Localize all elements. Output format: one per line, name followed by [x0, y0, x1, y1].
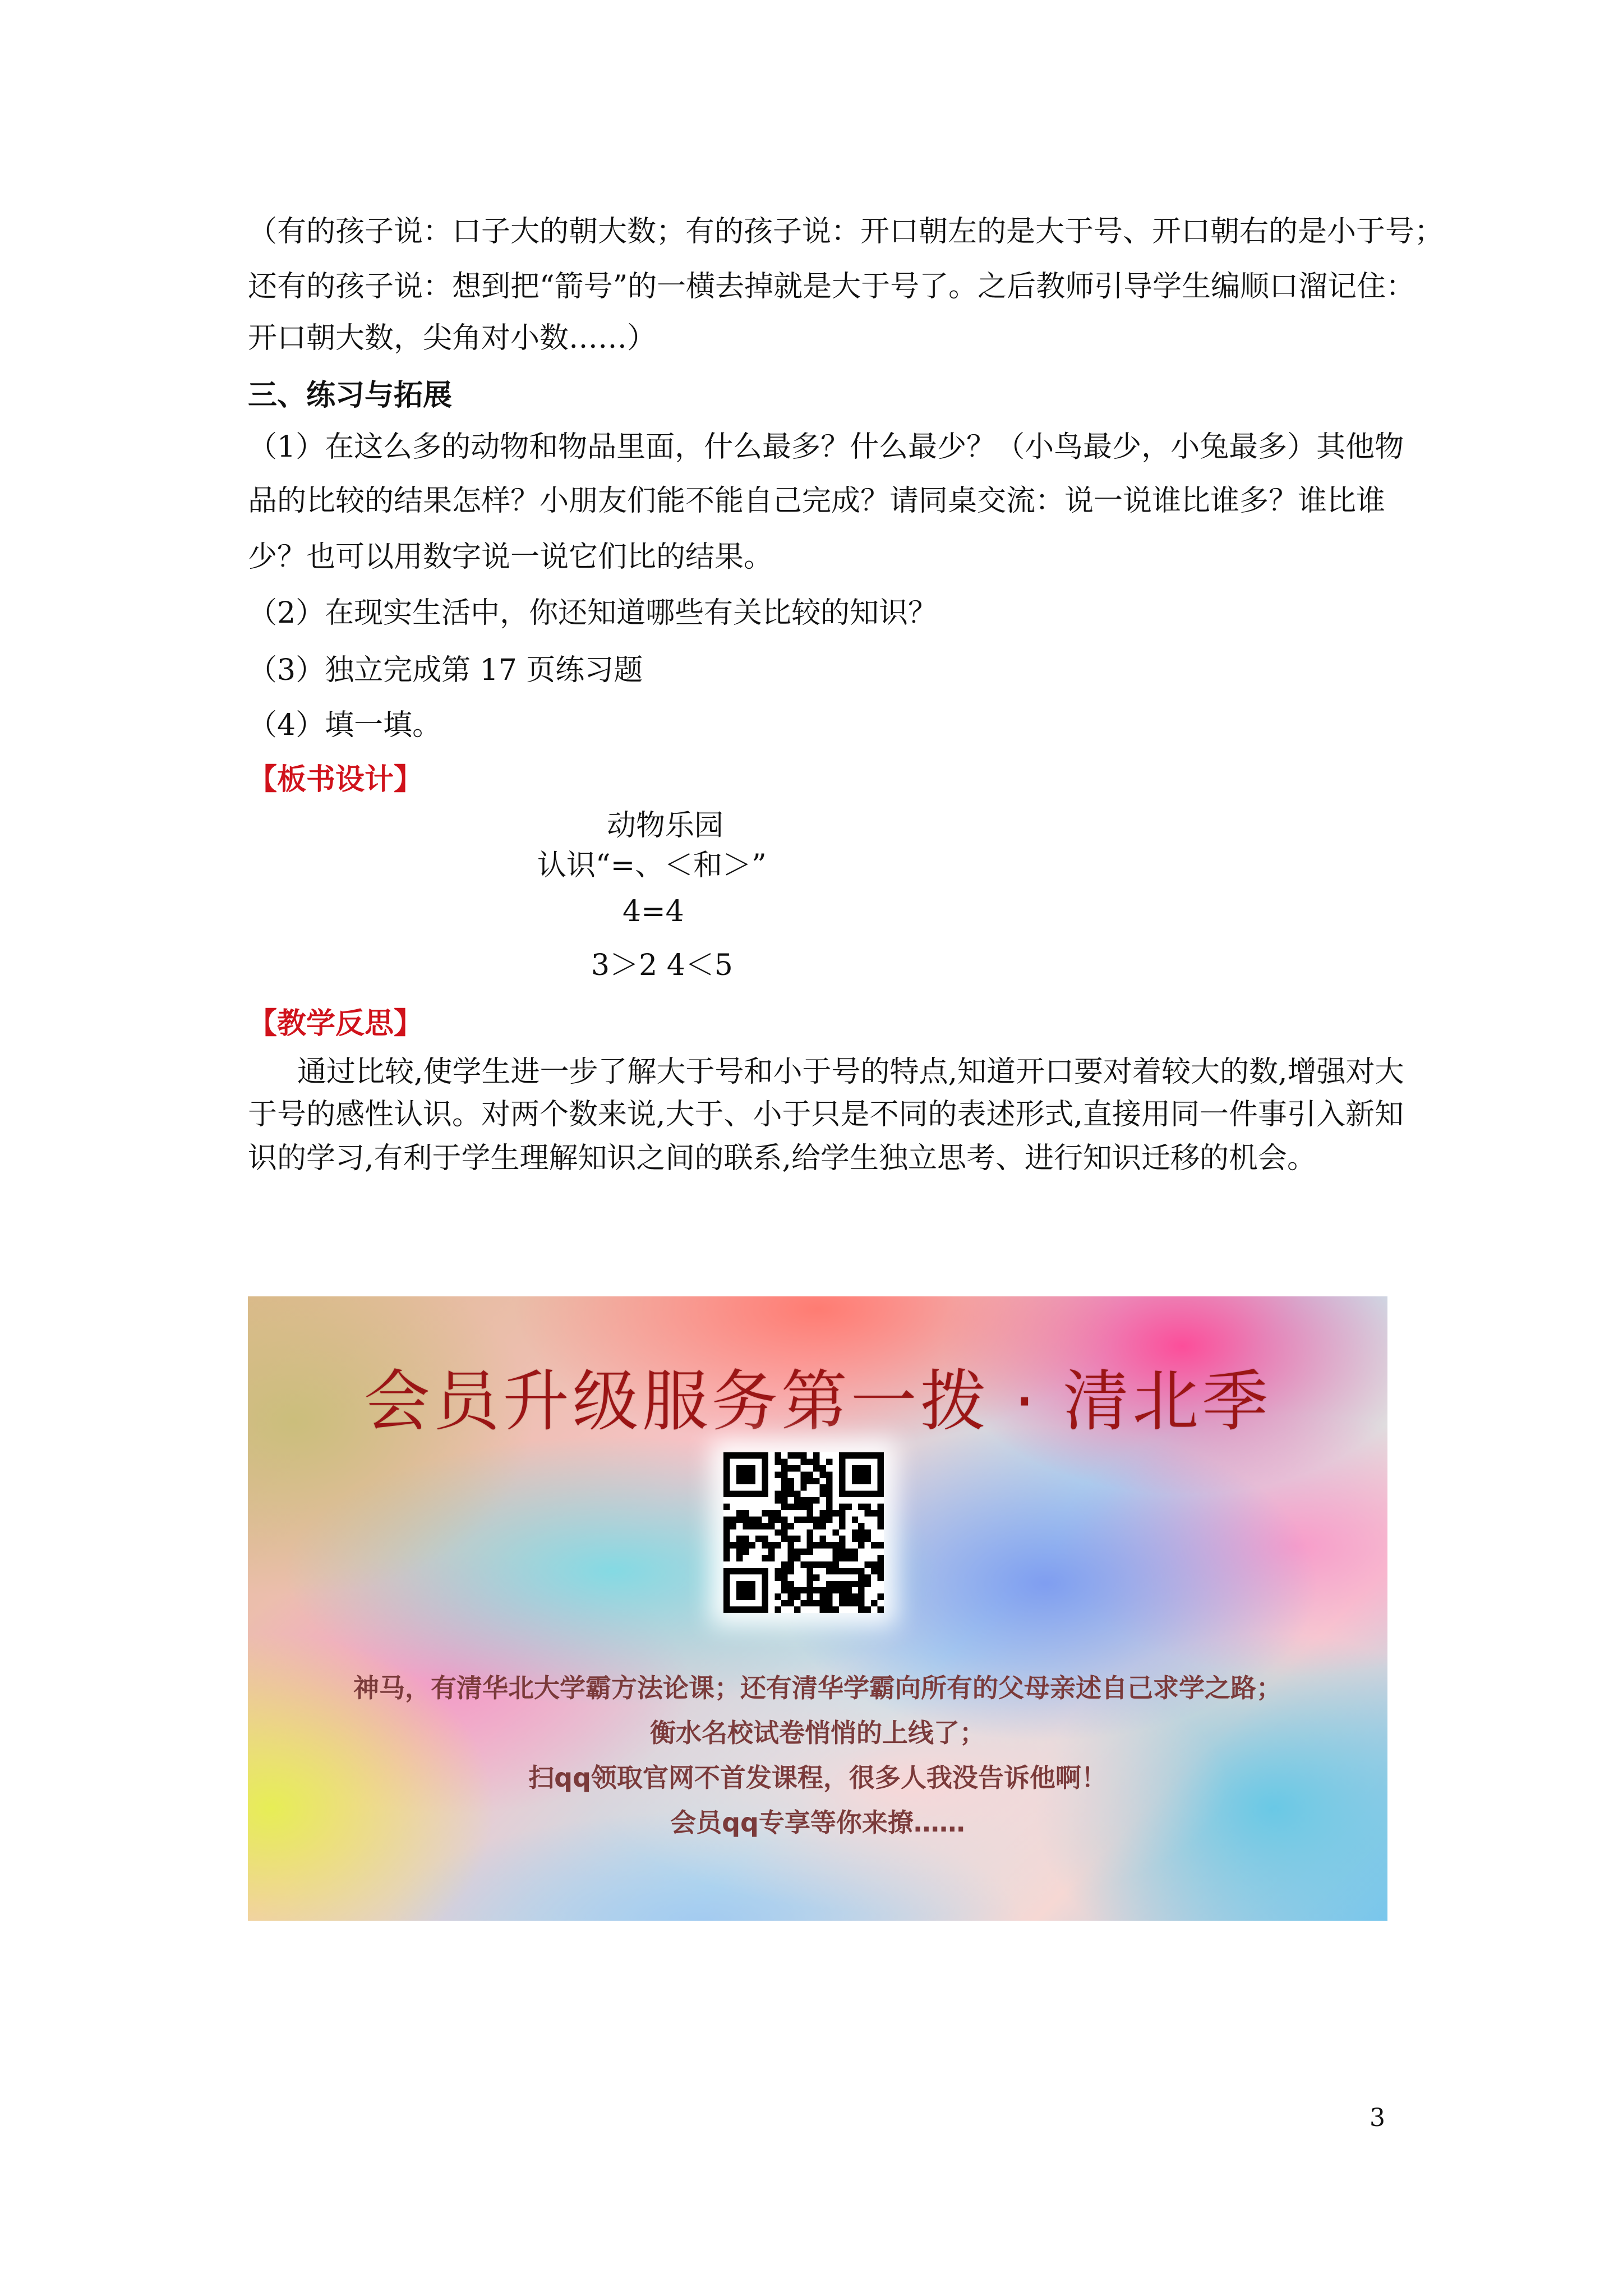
banner-text-line: 神马，有清华北大学霸方法论课；还有清华学霸向所有的父母亲述自己求学之路；: [353, 1673, 1282, 1703]
reflection-line: 通过比较,使学生进一步了解大于号和小于号的特点,知道开口要对着较大的数,增强对大: [297, 1055, 1404, 1089]
board-equation: 4=4: [623, 895, 684, 928]
banner-text-line: 扫qq领取官网不首发课程，很多人我没告诉他啊！: [528, 1763, 1107, 1793]
exercise-item: 少？也可以用数字说一说它们比的结果。: [248, 540, 773, 574]
paragraph-line: 还有的孩子说：想到把“箭号”的一横去掉就是大于号了。之后教师引导学生编顺口溜记住：: [248, 270, 1415, 303]
board-design-heading: 【板书设计】: [248, 762, 423, 797]
exercise-item: 品的比较的结果怎样？小朋友们能不能自己完成？请同桌交流：说一说谁比谁多？谁比谁: [248, 484, 1386, 518]
board-title: 动物乐园: [607, 809, 724, 843]
exercise-item: （2）在现实生活中，你还知道哪些有关比较的知识？: [248, 596, 938, 630]
paragraph-line: （有的孩子说：口子大的朝大数；有的孩子说：开口朝左的是大于号、开口朝右的是小于号；: [248, 215, 1444, 249]
qr-code-icon: [723, 1452, 884, 1613]
paragraph-line: 开口朝大数，尖角对小数……）: [248, 321, 657, 355]
banner-text-line: 衡水名校试卷悄悄的上线了；: [650, 1718, 985, 1748]
banner-text-line: 会员qq专享等你来撩……: [670, 1807, 965, 1838]
board-subtitle: 认识“=、＜和＞”: [537, 849, 767, 882]
banner-title: 会员升级服务第一拨 · 清北季: [363, 1363, 1272, 1440]
promo-banner: [248, 1296, 1387, 1921]
exercise-item: （1）在这么多的动物和物品里面，什么最多？什么最少？（小鸟最少，小兔最多）其他物: [248, 430, 1404, 464]
page-number: 3: [1370, 2104, 1385, 2132]
reflection-heading: 【教学反思】: [248, 1006, 423, 1041]
reflection-line: 识的学习,有利于学生理解知识之间的联系,给学生独立思考、进行知识迁移的机会。: [248, 1142, 1317, 1175]
board-equation: 3＞2 4＜5: [591, 949, 733, 982]
exercise-item: （4）填一填。: [248, 708, 442, 742]
reflection-line: 于号的感性认识。对两个数来说,大于、小于只是不同的表述形式,直接用同一件事引入新知: [248, 1098, 1404, 1131]
section-heading: 三、练习与拓展: [248, 378, 453, 412]
exercise-item: （3）独立完成第 17 页练习题: [248, 654, 643, 687]
qr-code[interactable]: [723, 1452, 884, 1613]
